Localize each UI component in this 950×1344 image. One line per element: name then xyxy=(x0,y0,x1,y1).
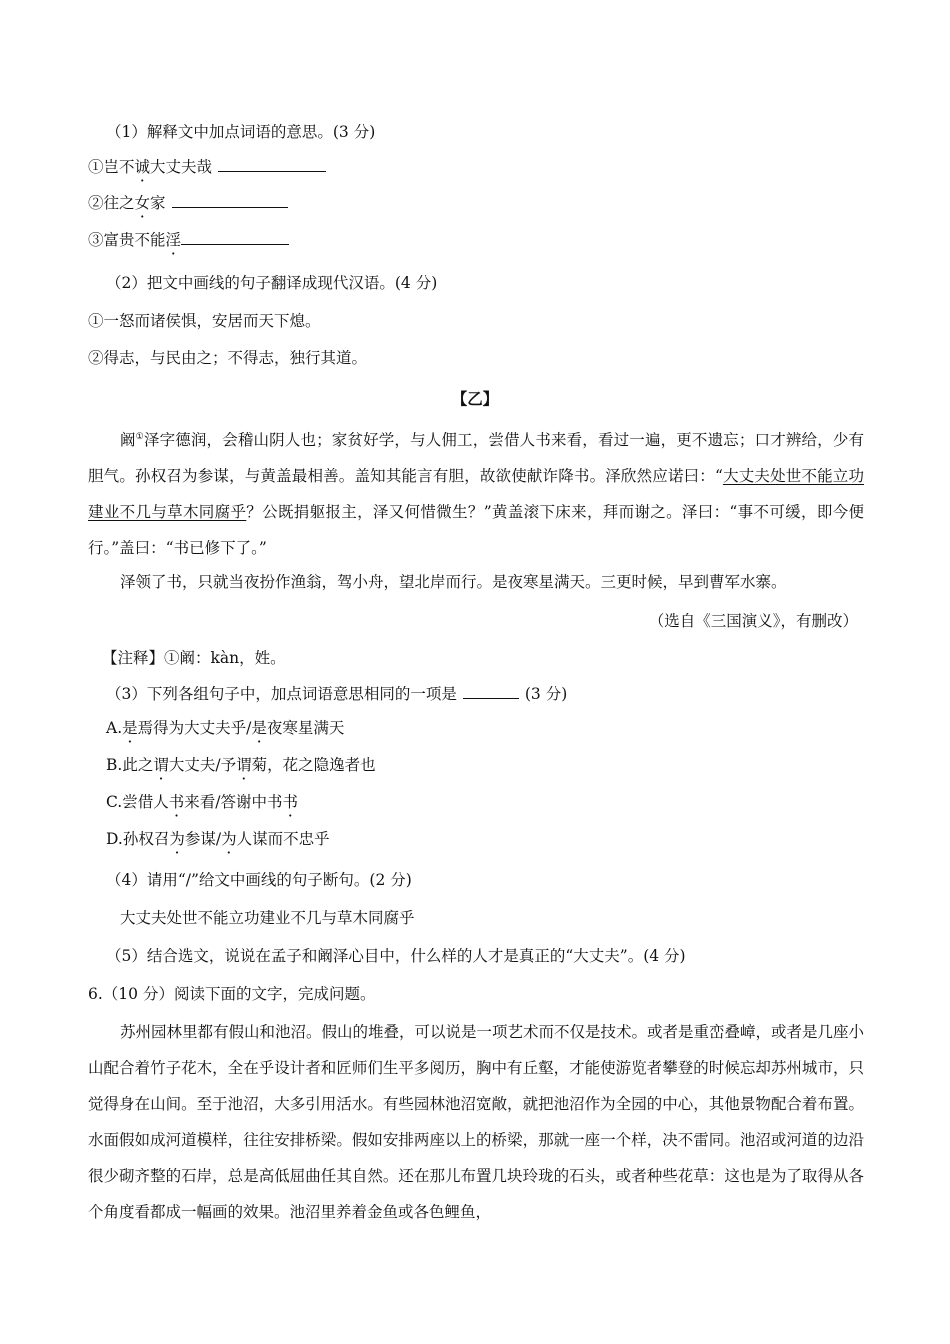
source-citation: （选自《三国演义》，有删改） xyxy=(648,612,858,630)
option-label: D. xyxy=(106,830,123,848)
q1-item-2: ②往之女家 xyxy=(88,193,288,213)
q3-option-b[interactable] xyxy=(106,755,376,775)
option-text: 焉得为大丈夫乎/ xyxy=(137,719,252,737)
q1-item-3: ③富贵不能淫 xyxy=(88,230,289,250)
emphasis-dot-char: 是 xyxy=(122,719,138,737)
option-text: 夜寒星满天 xyxy=(266,719,345,737)
emphasis-dot-char: 书 xyxy=(168,793,185,811)
emphasis-dot-char: 为 xyxy=(221,830,237,848)
emphasis-dot-char: 谓 xyxy=(236,756,252,774)
q4-prompt: （4）请用“/”给文中画线的句子断句。(2 分) xyxy=(106,871,412,889)
annotation-note: 【注释】①阚：kàn，姓。 xyxy=(102,649,286,667)
section-yi-heading: 【乙】 xyxy=(451,389,499,408)
q3-option-d[interactable] xyxy=(106,829,330,849)
emphasis-dot-char: 为 xyxy=(169,830,185,848)
answer-blank[interactable] xyxy=(172,193,288,208)
q1-item-1: ①岂不诚大丈夫哉 xyxy=(88,157,326,177)
q2-prompt: （2）把文中画线的句子翻译成现代汉语。(4 分) xyxy=(106,274,438,292)
option-label: A. xyxy=(106,719,123,737)
emphasis-dot-char: 淫 xyxy=(165,231,182,249)
q3-option-a[interactable] xyxy=(106,718,344,738)
option-text: 来看/答谢中书 xyxy=(184,793,283,811)
q3-option-c[interactable] xyxy=(106,792,298,812)
q1-prompt: （1）解释文中加点词语的意思。(3 分) xyxy=(106,123,376,141)
q3-prompt: （3）下列各组句子中，加点词语意思相同的一项是 (3 分) xyxy=(106,685,568,703)
option-text: 人谋而不忠乎 xyxy=(236,830,330,848)
q4-sentence: 大丈夫处世不能立功建业不几与草木同腐乎 xyxy=(120,909,415,927)
answer-blank[interactable] xyxy=(218,157,326,172)
option-text: 尝借人 xyxy=(122,793,169,811)
section-yi-paragraph-1: 阚①泽字德润，会稽山阴人也；家贫好学，与人佣工，尝借人书来看，看过一遍，更不遗忘；口才辨给，少有胆气。孙权召为参谋，与黄盖最相善。盖知其能言有胆，故欲使献诈降书。泽欣然应诺曰：“大丈夫处世不能立功建业不几与草木同腐乎？公既捐躯报主，泽又何惜微生？”黄盖滚下床来，拜而谢之。泽曰：“事不可缓，即今便行。”盖曰：“书已修下了。” xyxy=(88,431,864,558)
q6-passage: 苏州园林里都有假山和池沼。假山的堆叠，可以说是一项艺术而不仅是技术。或者是重峦叠嶂，或者是几座小山配合着竹子花木，全在乎设计者和匠师们生平多阅历，胸中有丘壑，才能使游览者攀登的时候忘却苏州城市，只觉得身在山间。至于池沼，大多引用活水。有些园林池沼宽敞，就把池沼作为全园的中心，其他景物配合着布置。水面假如成河道模样，往往安排桥梁。假如安排两座以上的桥梁，那就一座一个样，决不雷同。池沼或河道的边沿很少砌齐整的石岸，总是高低屈曲任其自然。还在那儿布置几块玲珑的石头，或者种些花草：这也是为了取得从各个角度看都成一幅画的效果。池沼里养着金鱼或各色鲤鱼， xyxy=(88,1023,865,1221)
option-label: C. xyxy=(106,793,123,811)
underlined-sentence: 大丈夫处世不能立功建业不几与草木同腐乎 xyxy=(88,467,864,522)
option-text: 菊，花之隐逸者也 xyxy=(251,756,376,774)
answer-blank[interactable] xyxy=(181,230,289,245)
emphasis-dot-char: 女 xyxy=(134,194,151,212)
emphasis-dot-char: 是 xyxy=(251,719,267,737)
q6-heading: 6.（10 分）阅读下面的文字，完成问题。 xyxy=(88,985,376,1003)
emphasis-dot-char: 书 xyxy=(282,793,299,811)
section-yi-paragraph-2: 泽领了书，只就当夜扮作渔翁，驾小舟，望北岸而行。是夜寒星满天。三更时候，早到曹军水寨。 xyxy=(120,573,787,591)
option-label: B. xyxy=(106,756,123,774)
emphasis-dot-char: 谓 xyxy=(153,756,169,774)
answer-blank[interactable] xyxy=(463,684,519,699)
q2-item-2: ②得志，与民由之；不得志，独行其道。 xyxy=(88,349,368,367)
option-text: 参谋/ xyxy=(184,830,222,848)
q2-item-1: ①一怒而诸侯惧，安居而天下熄。 xyxy=(88,312,321,330)
option-text: 此之 xyxy=(122,756,154,774)
q5-prompt: （5）结合选文，说说在孟子和阚泽心目中，什么样的人才是真正的“大丈夫”。(4 分) xyxy=(106,947,686,965)
option-text: 大丈夫/予 xyxy=(168,756,237,774)
emphasis-dot-char: 诚 xyxy=(134,158,151,176)
footnote-marker: ① xyxy=(135,432,144,442)
option-text: 孙权召 xyxy=(122,830,170,848)
